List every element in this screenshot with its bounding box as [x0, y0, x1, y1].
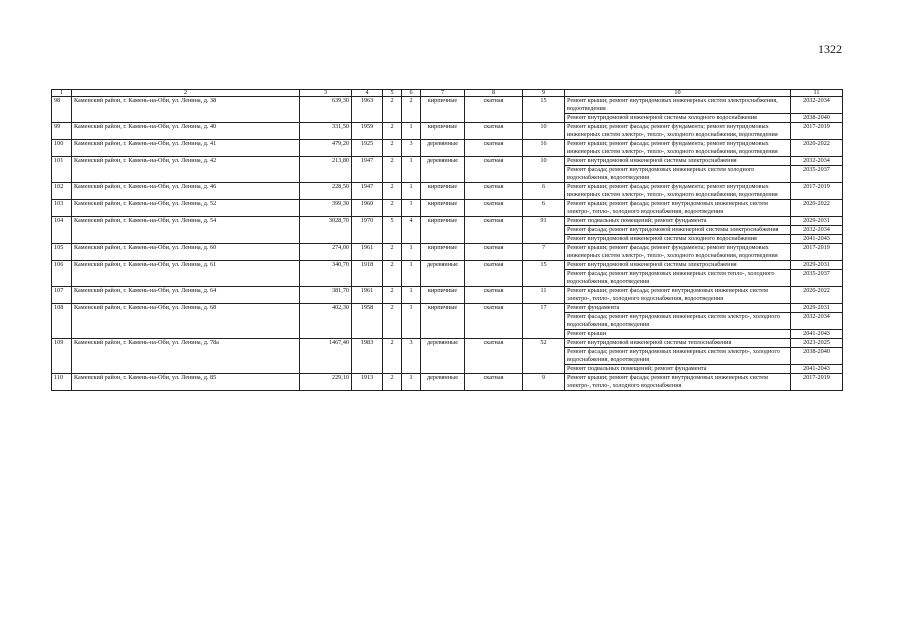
- cell-work-period: 2029-2031: [791, 304, 843, 313]
- cell-work-description: Ремонт фасада; ремонт внутридомовых инженерных систем электро-, холодного водоснабжения, водоотведения: [565, 348, 791, 365]
- cell-col-5: 2: [383, 244, 402, 261]
- cell-roof-type: скатная: [465, 287, 523, 304]
- cell-work-description: Ремонт фасада; ремонт внутридомовой инженерной системы электроснабжения: [565, 226, 791, 235]
- table-row: [52, 200, 843, 217]
- cell-work-period: 2041-2043: [791, 235, 843, 244]
- cell-work-period: 2035-2037: [791, 270, 843, 287]
- cell-address: Каменский район, г. Камень-на-Оби, ул. Ленина, д. 60: [72, 244, 300, 261]
- cell-work-period: 2020-2022: [791, 200, 843, 217]
- cell-area: 340,70: [300, 261, 352, 287]
- cell-col-5: 2: [383, 374, 402, 391]
- cell-address: Каменский район, г. Камень-на-Оби, ул. Ленина, д. 40: [72, 123, 300, 140]
- cell-wall-material: кирпичные: [421, 97, 465, 123]
- cell-roof-type: скатная: [465, 261, 523, 287]
- cell-year: 1970: [352, 217, 383, 244]
- cell-roof-type: скатная: [465, 140, 523, 157]
- table-row: [52, 244, 843, 261]
- cell-address: Каменский район, г. Камень-на-Оби, ул. Ленина, д. 46: [72, 183, 300, 200]
- cell-area: 331,50: [300, 123, 352, 140]
- table-row: [52, 97, 843, 114]
- table-row: [52, 261, 843, 270]
- cell-wall-material: кирпичные: [421, 200, 465, 217]
- cell-area: 402,30: [300, 304, 352, 339]
- cell-work-period: 2032-2034: [791, 157, 843, 166]
- column-header: 1: [52, 90, 72, 97]
- cell-work-description: Ремонт крыши; ремонт фасада; ремонт фундамента; ремонт внутридомовых инженерных систем электро-, тепло-, холодного водоснабжения, водоотведения: [565, 123, 791, 140]
- cell-address: Каменский район, г. Камень-на-Оби, ул. Ленина, д. 54: [72, 217, 300, 244]
- table-row: [52, 140, 843, 157]
- cell-work-period: 2017-2019: [791, 244, 843, 261]
- cell-address: Каменский район, г. Камень-на-Оби, ул. Ленина, д. 78а: [72, 339, 300, 374]
- cell-area: 3028,70: [300, 217, 352, 244]
- cell-col-6: 1: [402, 244, 421, 261]
- cell-roof-type: скатная: [465, 374, 523, 391]
- column-header: 9: [523, 90, 565, 97]
- cell-col-6: 4: [402, 217, 421, 244]
- cell-work-description: Ремонт внутридомовой инженерной системы холодного водоснабжения: [565, 235, 791, 244]
- cell-col-9: 10: [523, 123, 565, 140]
- cell-work-description: Ремонт фундамента: [565, 304, 791, 313]
- cell-area: 639,30: [300, 97, 352, 123]
- cell-col-5: 2: [383, 287, 402, 304]
- cell-area: 213,80: [300, 157, 352, 183]
- cell-row-number: 110: [52, 374, 72, 391]
- cell-address: Каменский район, г. Камень-на-Оби, ул. Ленина, д. 42: [72, 157, 300, 183]
- cell-col-5: 2: [383, 97, 402, 123]
- cell-area: 381,70: [300, 287, 352, 304]
- cell-year: 1983: [352, 339, 383, 374]
- cell-col-5: 2: [383, 157, 402, 183]
- cell-work-description: Ремонт подвальных помещений; ремонт фундамента: [565, 217, 791, 226]
- cell-area: 229,10: [300, 374, 352, 391]
- cell-work-description: Ремонт крыши: [565, 330, 791, 339]
- cell-work-period: 2029-2031: [791, 217, 843, 226]
- table-row: [52, 183, 843, 200]
- cell-work-description: Ремонт внутридомовой инженерной системы электроснабжения: [565, 261, 791, 270]
- table-row: [52, 217, 843, 226]
- cell-year: 1947: [352, 157, 383, 183]
- column-header-row: [52, 90, 843, 97]
- cell-work-period: 2032-2034: [791, 226, 843, 235]
- cell-row-number: 104: [52, 217, 72, 244]
- cell-col-6: 1: [402, 374, 421, 391]
- cell-col-6: 1: [402, 287, 421, 304]
- cell-work-period: 2017-2019: [791, 374, 843, 391]
- cell-col-5: 2: [383, 123, 402, 140]
- cell-roof-type: скатная: [465, 339, 523, 374]
- cell-col-9: 91: [523, 217, 565, 244]
- cell-roof-type: скатная: [465, 244, 523, 261]
- cell-year: 1959: [352, 123, 383, 140]
- cell-area: 274,00: [300, 244, 352, 261]
- cell-col-9: 11: [523, 287, 565, 304]
- cell-col-6: 1: [402, 200, 421, 217]
- cell-wall-material: деревянные: [421, 157, 465, 183]
- cell-col-9: 52: [523, 339, 565, 374]
- cell-roof-type: скатная: [465, 123, 523, 140]
- cell-address: Каменский район, г. Камень-на-Оби, ул. Ленина, д. 41: [72, 140, 300, 157]
- cell-address: Каменский район, г. Камень-на-Оби, ул. Ленина, д. 38: [72, 97, 300, 123]
- cell-col-9: 15: [523, 261, 565, 287]
- cell-year: 1918: [352, 261, 383, 287]
- cell-year: 1913: [352, 374, 383, 391]
- cell-row-number: 99: [52, 123, 72, 140]
- page-number: 1322: [818, 42, 842, 56]
- cell-area: 1467,40: [300, 339, 352, 374]
- column-header: 2: [72, 90, 300, 97]
- cell-col-9: 7: [523, 244, 565, 261]
- cell-address: Каменский район, г. Камень-на-Оби, ул. Ленина, д. 52: [72, 200, 300, 217]
- cell-work-description: Ремонт фасада; ремонт внутридомовых инженерных систем электро-, холодного водоснабжения, водоотведения: [565, 313, 791, 330]
- cell-work-period: 2020-2022: [791, 140, 843, 157]
- cell-work-description: Ремонт крыши; ремонт фасада; ремонт внутридомовых инженерных систем электро-, тепло-, холодного водоснабжения, водоотведения: [565, 287, 791, 304]
- cell-work-period: 2032-2034: [791, 97, 843, 114]
- cell-year: 1961: [352, 244, 383, 261]
- cell-address: Каменский район, г. Камень-на-Оби, ул. Ленина, д. 64: [72, 287, 300, 304]
- cell-work-period: 2020-2022: [791, 287, 843, 304]
- cell-work-description: Ремонт подвальных помещений; ремонт фундамента: [565, 365, 791, 374]
- cell-wall-material: деревянные: [421, 374, 465, 391]
- cell-work-period: 2017-2019: [791, 123, 843, 140]
- cell-work-description: Ремонт внутридомовой инженерной системы холодного водоснабжения: [565, 114, 791, 123]
- cell-work-description: Ремонт крыши; ремонт фасада; ремонт фундамента; ремонт внутридомовых инженерных систем электро-, тепло-, холодного водоснабжения, водоотведения: [565, 244, 791, 261]
- cell-year: 1963: [352, 97, 383, 123]
- cell-col-6: 2: [402, 97, 421, 123]
- column-header: 6: [402, 90, 421, 97]
- cell-col-5: 2: [383, 183, 402, 200]
- cell-work-description: Ремонт крыши; ремонт фасада; ремонт фундамента; ремонт внутридомовых инженерных систем электро-, тепло-, холодного водоснабжения, водоотведения: [565, 140, 791, 157]
- table-row: [52, 157, 843, 166]
- cell-work-description: Ремонт крыши; ремонт фасада; ремонт фундамента; ремонт внутридомовых инженерных систем электро-, тепло-, холодного водоснабжения, водоотведения: [565, 183, 791, 200]
- cell-col-9: 6: [523, 200, 565, 217]
- cell-col-9: 10: [523, 157, 565, 183]
- cell-address: Каменский район, г. Камень-на-Оби, ул. Ленина, д. 68: [72, 304, 300, 339]
- cell-row-number: 103: [52, 200, 72, 217]
- cell-row-number: 108: [52, 304, 72, 339]
- cell-col-5: 5: [383, 217, 402, 244]
- cell-roof-type: скатная: [465, 217, 523, 244]
- cell-row-number: 106: [52, 261, 72, 287]
- column-header: 10: [565, 90, 791, 97]
- cell-col-9: 9: [523, 374, 565, 391]
- table-row: [52, 339, 843, 348]
- table-row: [52, 304, 843, 313]
- cell-wall-material: кирпичные: [421, 287, 465, 304]
- cell-work-period: 2038-2040: [791, 348, 843, 365]
- cell-roof-type: скатная: [465, 157, 523, 183]
- cell-year: 1958: [352, 304, 383, 339]
- cell-col-9: 16: [523, 140, 565, 157]
- cell-wall-material: кирпичные: [421, 123, 465, 140]
- cell-roof-type: скатная: [465, 183, 523, 200]
- cell-work-description: Ремонт крыши; ремонт фасада; ремонт внутридомовых инженерных систем электро-, тепло-, холодного водоснабжения, водоотведения: [565, 200, 791, 217]
- column-header: 3: [300, 90, 352, 97]
- cell-work-description: Ремонт крыши; ремонт внутридомовых инженерных систем электроснабжения, водоотведения: [565, 97, 791, 114]
- cell-address: Каменский район, г. Камень-на-Оби, ул. Ленина, д. 61: [72, 261, 300, 287]
- cell-col-5: 2: [383, 261, 402, 287]
- cell-col-5: 2: [383, 304, 402, 339]
- cell-wall-material: кирпичные: [421, 217, 465, 244]
- cell-col-9: 17: [523, 304, 565, 339]
- cell-roof-type: скатная: [465, 304, 523, 339]
- cell-wall-material: кирпичные: [421, 183, 465, 200]
- cell-row-number: 109: [52, 339, 72, 374]
- cell-col-5: 2: [383, 339, 402, 374]
- cell-wall-material: деревянные: [421, 140, 465, 157]
- cell-work-description: Ремонт внутридомовой инженерной системы теплоснабжения: [565, 339, 791, 348]
- cell-col-6: 1: [402, 123, 421, 140]
- cell-work-description: Ремонт внутридомовой инженерной системы электроснабжения: [565, 157, 791, 166]
- cell-address: Каменский район, г. Камень-на-Оби, ул. Ленина, д. 85: [72, 374, 300, 391]
- cell-wall-material: кирпичные: [421, 244, 465, 261]
- cell-col-6: 1: [402, 157, 421, 183]
- cell-work-description: Ремонт фасада; ремонт внутридомовых инженерных систем тепло-, холодного водоснабжения, водоотведения: [565, 270, 791, 287]
- cell-wall-material: деревянные: [421, 261, 465, 287]
- cell-work-description: Ремонт крыши; ремонт фасада; ремонт внутридомовых инженерных систем электро-, тепло-, холодного водоснабжения: [565, 374, 791, 391]
- table-row: [52, 123, 843, 140]
- cell-wall-material: кирпичные: [421, 304, 465, 339]
- cell-col-5: 2: [383, 140, 402, 157]
- cell-roof-type: скатная: [465, 97, 523, 123]
- cell-col-6: 3: [402, 140, 421, 157]
- cell-col-6: 1: [402, 183, 421, 200]
- cell-row-number: 107: [52, 287, 72, 304]
- cell-col-9: 15: [523, 97, 565, 123]
- cell-work-period: 2023-2025: [791, 339, 843, 348]
- cell-roof-type: скатная: [465, 200, 523, 217]
- cell-area: 228,50: [300, 183, 352, 200]
- cell-col-5: 2: [383, 200, 402, 217]
- cell-work-period: 2041-2043: [791, 330, 843, 339]
- column-header: 7: [421, 90, 465, 97]
- table-row: [52, 287, 843, 304]
- column-header: 4: [352, 90, 383, 97]
- cell-col-9: 6: [523, 183, 565, 200]
- cell-year: 1947: [352, 183, 383, 200]
- cell-wall-material: деревянные: [421, 339, 465, 374]
- cell-row-number: 105: [52, 244, 72, 261]
- cell-area: 399,30: [300, 200, 352, 217]
- cell-col-6: 3: [402, 339, 421, 374]
- cell-work-period: 2035-2037: [791, 166, 843, 183]
- cell-work-period: 2041-2043: [791, 365, 843, 374]
- cell-col-6: 1: [402, 261, 421, 287]
- cell-work-period: 2038-2040: [791, 114, 843, 123]
- cell-col-6: 1: [402, 304, 421, 339]
- cell-work-period: 2032-2034: [791, 313, 843, 330]
- cell-row-number: 102: [52, 183, 72, 200]
- cell-year: 1960: [352, 200, 383, 217]
- column-header: 5: [383, 90, 402, 97]
- cell-area: 479,20: [300, 140, 352, 157]
- cell-year: 1925: [352, 140, 383, 157]
- cell-work-description: Ремонт фасада; ремонт внутридомовых инженерных систем холодного водоснабжения, водоотведения: [565, 166, 791, 183]
- cell-work-period: 2029-2031: [791, 261, 843, 270]
- cell-row-number: 100: [52, 140, 72, 157]
- housing-repair-table: [51, 89, 843, 391]
- table-row: [52, 374, 843, 391]
- cell-row-number: 98: [52, 97, 72, 123]
- cell-year: 1961: [352, 287, 383, 304]
- cell-row-number: 101: [52, 157, 72, 183]
- cell-work-period: 2017-2019: [791, 183, 843, 200]
- column-header: 11: [791, 90, 843, 97]
- column-header: 8: [465, 90, 523, 97]
